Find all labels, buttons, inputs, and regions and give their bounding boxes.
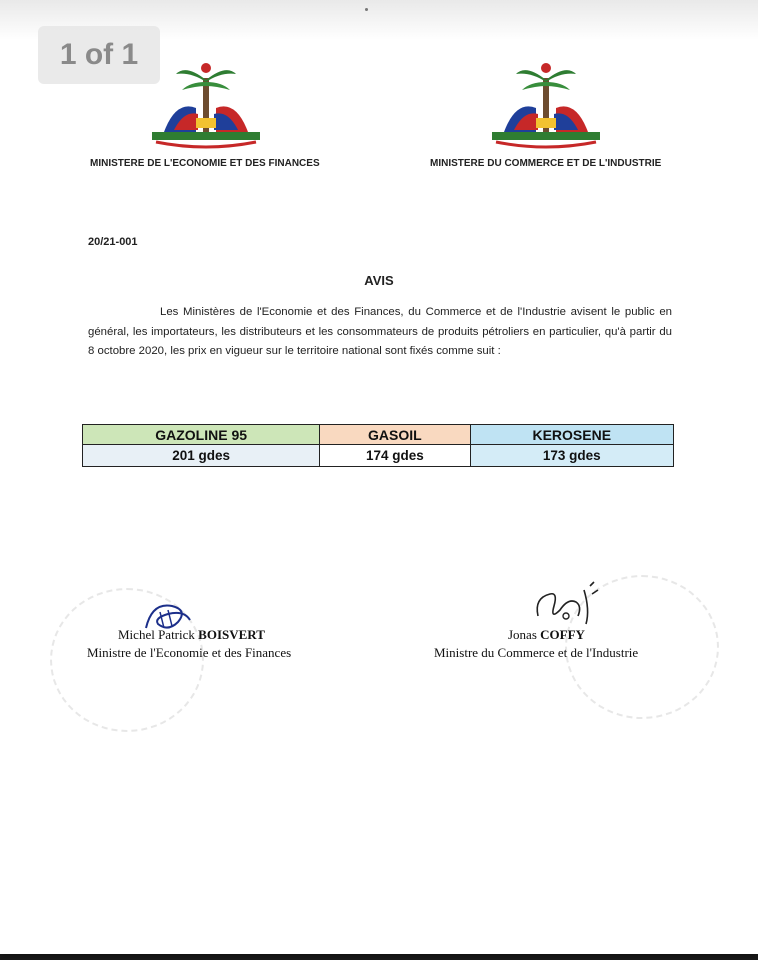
- product-header-gasoil: GASOIL: [320, 425, 470, 445]
- menu-dot-icon: [365, 8, 368, 11]
- haiti-coat-of-arms-icon: [146, 60, 266, 150]
- fuel-price-table: [82, 424, 674, 467]
- table-price-row: [83, 445, 674, 467]
- price-gazoline: 201 gdes: [83, 445, 320, 467]
- document-reference: 20/21-001: [88, 236, 138, 248]
- signer-last-name: BOISVERT: [198, 627, 265, 642]
- price-gasoil: 174 gdes: [320, 445, 470, 467]
- right-ministry-label: MINISTERE DU COMMERCE ET DE L'INDUSTRIE: [430, 158, 662, 169]
- signer-role-left: Ministre de l'Economie et des Finances: [87, 645, 292, 660]
- body-paragraph: Les Ministères de l'Economie et des Finances, du Commerce et de l'Industrie avisent le public en général, les importateurs, les distributeurs et les consommateurs de produits pétroliers en particulier, qu'à partir du 8 octobre 2020, les prix en vigueur sur le territoire national sont fixés comme suit :: [88, 306, 672, 357]
- document-title: AVIS: [364, 273, 394, 288]
- signer-first-name: Michel Patrick: [118, 627, 195, 642]
- signer-first-name: Jonas: [508, 627, 537, 642]
- signer-name-right: [508, 627, 585, 643]
- document-body: [88, 303, 672, 362]
- product-header-kerosene: KEROSENE: [470, 425, 673, 445]
- signer-role-right: Ministre du Commerce et de l'Industrie: [434, 645, 639, 660]
- price-kerosene: 173 gdes: [470, 445, 673, 467]
- haiti-coat-of-arms-icon: [486, 60, 606, 150]
- signer-last-name: COFFY: [540, 627, 585, 642]
- left-ministry-label: MINISTERE DE L'ECONOMIE ET DES FINANCES: [90, 158, 320, 169]
- signer-name-left: [118, 627, 265, 643]
- product-header-gazoline: GAZOLINE 95: [83, 425, 320, 445]
- table-header-row: [83, 425, 674, 445]
- page-counter: 1 of 1: [38, 26, 160, 84]
- signature-right-icon: [528, 580, 608, 628]
